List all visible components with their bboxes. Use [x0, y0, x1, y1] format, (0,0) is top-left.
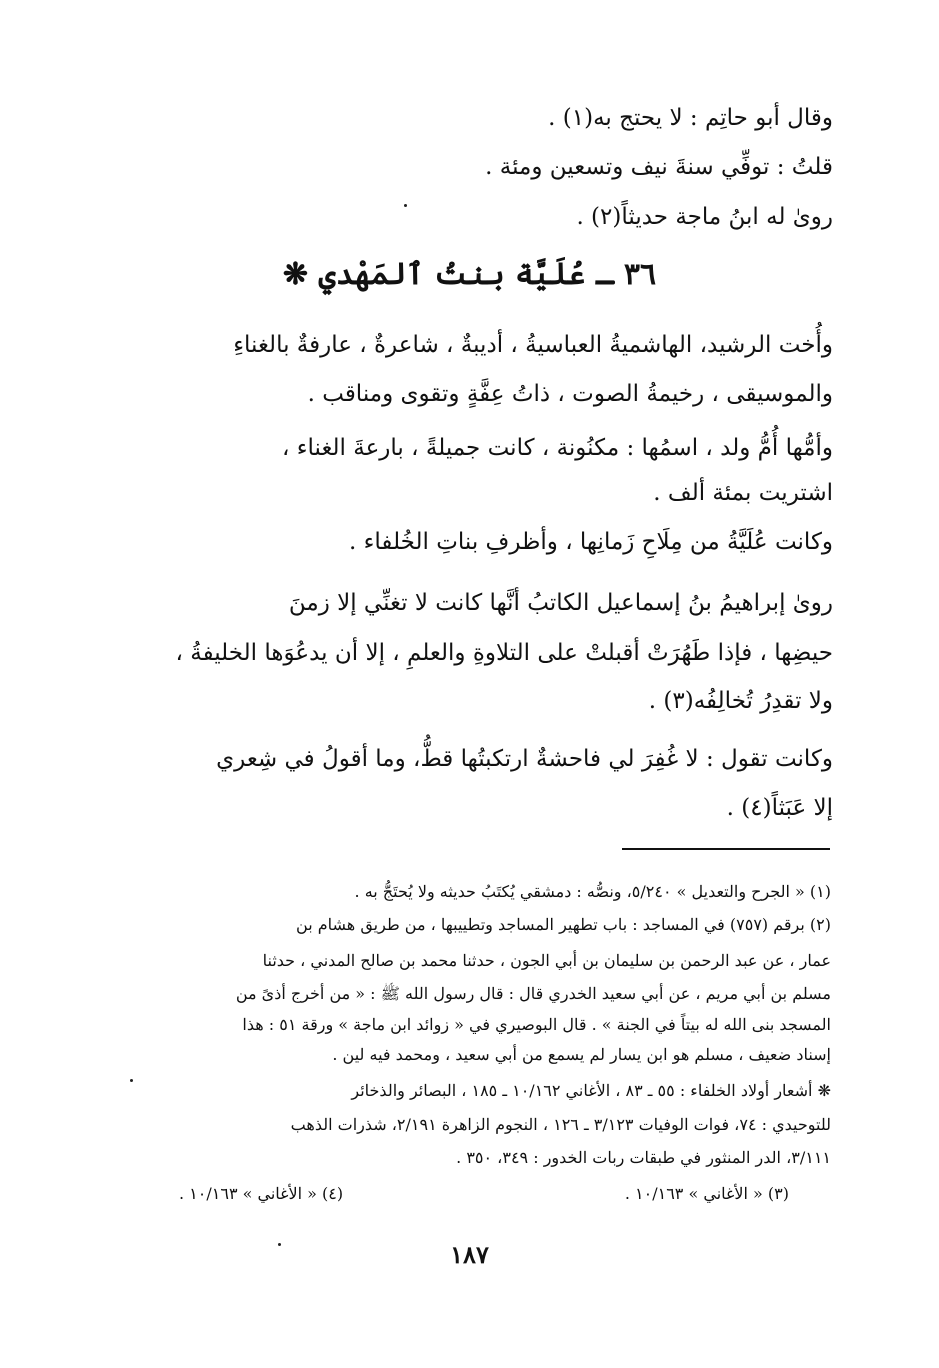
- footnote-line-9: ٣/١١١، الدر المنثور في طبقات ربات الخدور : ٣٤٩، ٣٥٠ .: [456, 1148, 831, 1167]
- footnote-line-7: ❋ أشعار أولاد الخلفاء : ٥٥ ـ ٨٣ ، الأغاني ١٠/١٦٢ ـ ١٨٥ ، البصائر والذخائر: [351, 1081, 831, 1100]
- page-number: ١٨٧: [450, 1240, 489, 1269]
- footnote-line-5: المسجد بنى الله له بيتاً في الجنة » . قال البوصيري في « زوائد ابن ماجة » ورقة ٥١ : هذا: [242, 1015, 831, 1034]
- body-line-2: قلتُ : توفِّي سنةَ نيف وتسعين ومئة .: [485, 154, 833, 180]
- bio-line-1: وأُخت الرشيد، الهاشميةُ العباسيةُ ، أديبةٌ ، شاعرةٌ ، عارفةٌ بالغناءِ: [233, 332, 833, 358]
- bio-line-8: ولا تقدِرُ تُخالِفُه(٣) .: [648, 688, 833, 714]
- footnote-line-3: عمار ، عن عبد الرحمن بن سليمان بن أبي الجون ، حدثنا محمد بن صالح المدني ، حدثنا: [262, 951, 831, 970]
- bio-line-6: روىٰ إبراهيمُ بنُ إسماعيل الكاتبُ أنَّها كانت لا تغنِّي إلا زمنَ: [288, 590, 833, 616]
- bio-line-4: اشتريت بمئة ألف .: [653, 480, 833, 506]
- bio-line-7: حيضِها ، فإذا طَهُرَتْ أقبلتْ على التلاوةِ والعلمِ ، إلا أن يدعُوَها الخليفةُ ،: [175, 640, 833, 666]
- body-line-3: روىٰ له ابنُ ماجة حديثاً(٢) .: [576, 204, 833, 230]
- footnote-4: (٤) « الأغاني » ١٠/١٦٣ .: [179, 1184, 344, 1203]
- body-line-1: وقال أبو حاتِم : لا يحتج به(١) .: [548, 105, 833, 131]
- bio-line-2: والموسيقى ، رخيمةُ الصوت ، ذاتُ عِفَّةٍ وتقوى ومناقب .: [307, 381, 833, 407]
- footnote-line-1: (١) « الجرح والتعديل » ٥/٢٤٠، ونصُّه : دمشقي يُكتَبُ حديثه ولا يُحتَجُّ به .: [354, 882, 831, 901]
- bio-line-3: وأمُّها أُمُّ ولد ، اسمُها : مكنُونة ، كانت جميلةً ، بارعةَ الغناء ،: [281, 435, 833, 461]
- footnote-3: (٣) « الأغاني » ١٠/١٦٣ .: [624, 1184, 789, 1203]
- bio-line-10: إلا عَبَثاً(٤) .: [726, 795, 833, 821]
- footnote-line-8: للتوحيدي : ٧٤، فوات الوفيات ٣/١٢٣ ـ ١٢٦ ، النجوم الزاهرة ٢/١٩١، شذرات الذهب: [290, 1115, 831, 1134]
- footnote-row-3-4: [179, 1184, 789, 1203]
- scan-speck: [278, 1243, 281, 1246]
- bio-line-9: وكانت تقول : لا غُفِرَ لي فاحشةٌ ارتكبتُها قطُّ، وما أقولُ في شِعري: [216, 746, 833, 772]
- footnote-line-4: مسلم بن أبي مريم ، عن أبي سعيد الخدري قال : قال رسول الله ﷺ : « من أخرج أذىً من: [235, 984, 831, 1003]
- bio-line-5: وكانت عُلَيَّةُ من مِلَاحِ زَمانِها ، وأظرفِ بناتِ الخُلفاء .: [348, 529, 833, 555]
- footnote-line-2: (٢) برقم (٧٥٧) في المساجد : باب تطهير المساجد وتطييبها ، من طريق هشام بن: [296, 915, 831, 934]
- footnote-line-6: إسناد ضعيف ، مسلم هو ابن يسار لم يسمع من أبي سعيد ، ومحمد فيه لين .: [332, 1045, 831, 1064]
- footnote-separator: [622, 848, 830, 850]
- scan-speck: [404, 204, 407, 207]
- entry-heading: ٣٦ ـ عُلَيَّة بنتُ ٱلمَهْدي ❋: [282, 257, 657, 292]
- scan-speck: [130, 1079, 133, 1082]
